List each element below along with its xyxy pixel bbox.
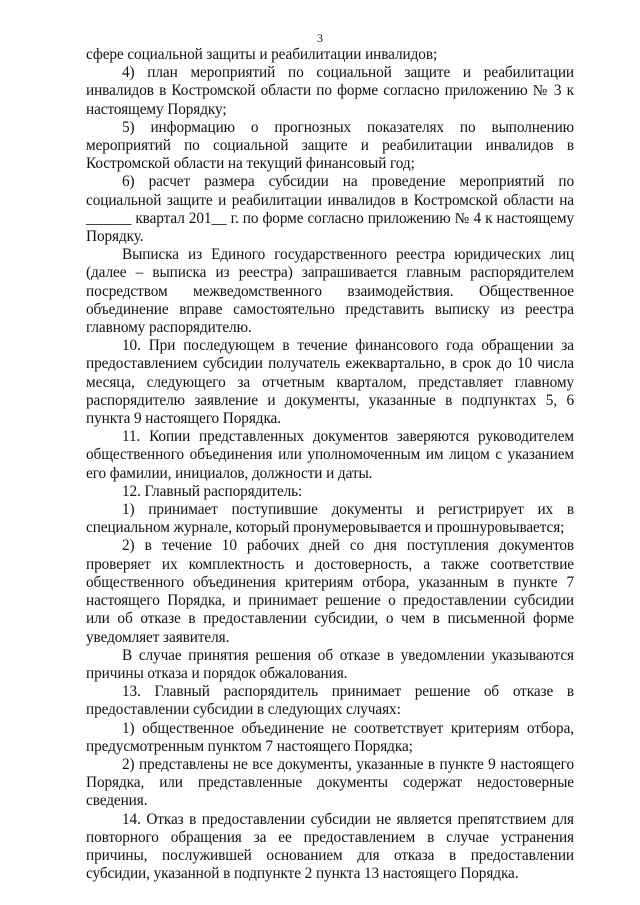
paragraph-refusal-notice: В случае принятия решения об отказе в уведомлении указываются причины отказа и порядок обжалования. xyxy=(86,646,574,682)
paragraph-item-6-calculation: 6) расчет размера субсидии на проведение мероприятий по социальной защите и реабилитации инвалидов в Костромской области на ______ квартал 201__ г. по форме согласно приложению № 4 к настоящему Порядку. xyxy=(86,173,574,246)
paragraph-item-5-forecast: 5) информацию о прогнозных показателях по выполнению мероприятий по социальной защите и реабилитации инвалидов в Костромской области на текущий финансовый год; xyxy=(86,118,574,173)
paragraph-clause-11: 11. Копии представленных документов заверяются руководителем общественного объединения или уполномоченным им лицом с указанием его фамилии, инициалов, должности и даты. xyxy=(86,428,574,482)
paragraph-clause-14: 14. Отказ в предоставлении субсидии не является препятствием для повторного обращения за ее предоставлением в случае устранения причины, послужившей основанием для отказа в предоставлении субсидии, указанной в подпункте 2 пункта 13 настоящего Порядка. xyxy=(86,810,574,883)
paragraph-clause-12: 12. Главный распорядитель: xyxy=(122,482,303,500)
paragraph-clause-12-item-1: 1) принимает поступившие документы и регистрирует их в специальном журнале, который пронумеровывается и прошнуровывается; xyxy=(86,501,574,537)
paragraph-clause-13-item-1: 1) общественное объединение не соответствует критериям отбора, предусмотренным пунктом 7 настоящего Порядка; xyxy=(86,719,574,755)
paragraph-clause-12-item-2: 2) в течение 10 рабочих дней со дня поступления документов проверяет их комплектность и достоверность, а также соответствие общественного объединения критериям отбора, указанным в пункте 7 настоящего Порядка, и принимает решение о предоставлении субсидии или об отказе в предоставлении субсидии, о чем в письменной форме уведомляет заявителя. xyxy=(86,537,574,646)
paragraph-continuation: сфере социальной защиты и реабилитации инвалидов; xyxy=(86,46,438,63)
page-number: 3 xyxy=(317,31,323,45)
document-body xyxy=(86,46,574,883)
paragraph-clause-13: 13. Главный распорядитель принимает решение об отказе в предоставлении субсидии в следующих случаях: xyxy=(86,683,574,719)
paragraph-clause-10: 10. При последующем в течение финансового года обращении за предоставлением субсидии получатель ежеквартально, в срок до 10 числа месяца, следующего за отчетным кварталом, представляет главному распорядителю заявление и документы, указанные в подпунктах 5, 6 пункта 9 настоящего Порядка. xyxy=(86,337,574,428)
paragraph-registry-extract: Выписка из Единого государственного реестра юридических лиц (далее – выписка из реестра) запрашивается главным распорядителем посредством межведомственного взаимодействия. Общественное объединение вправе самостоятельно представить выписку из реестра главному распорядителю. xyxy=(86,246,574,337)
paragraph-item-4-plan: 4) план мероприятий по социальной защите и реабилитации инвалидов в Костромской области по форме согласно приложению № 3 к настоящему Порядку; xyxy=(86,64,574,118)
paragraph-clause-13-item-2: 2) представлены не все документы, указанные в пункте 9 настоящего Порядка, или представленные документы содержат недостоверные сведения. xyxy=(86,755,574,810)
